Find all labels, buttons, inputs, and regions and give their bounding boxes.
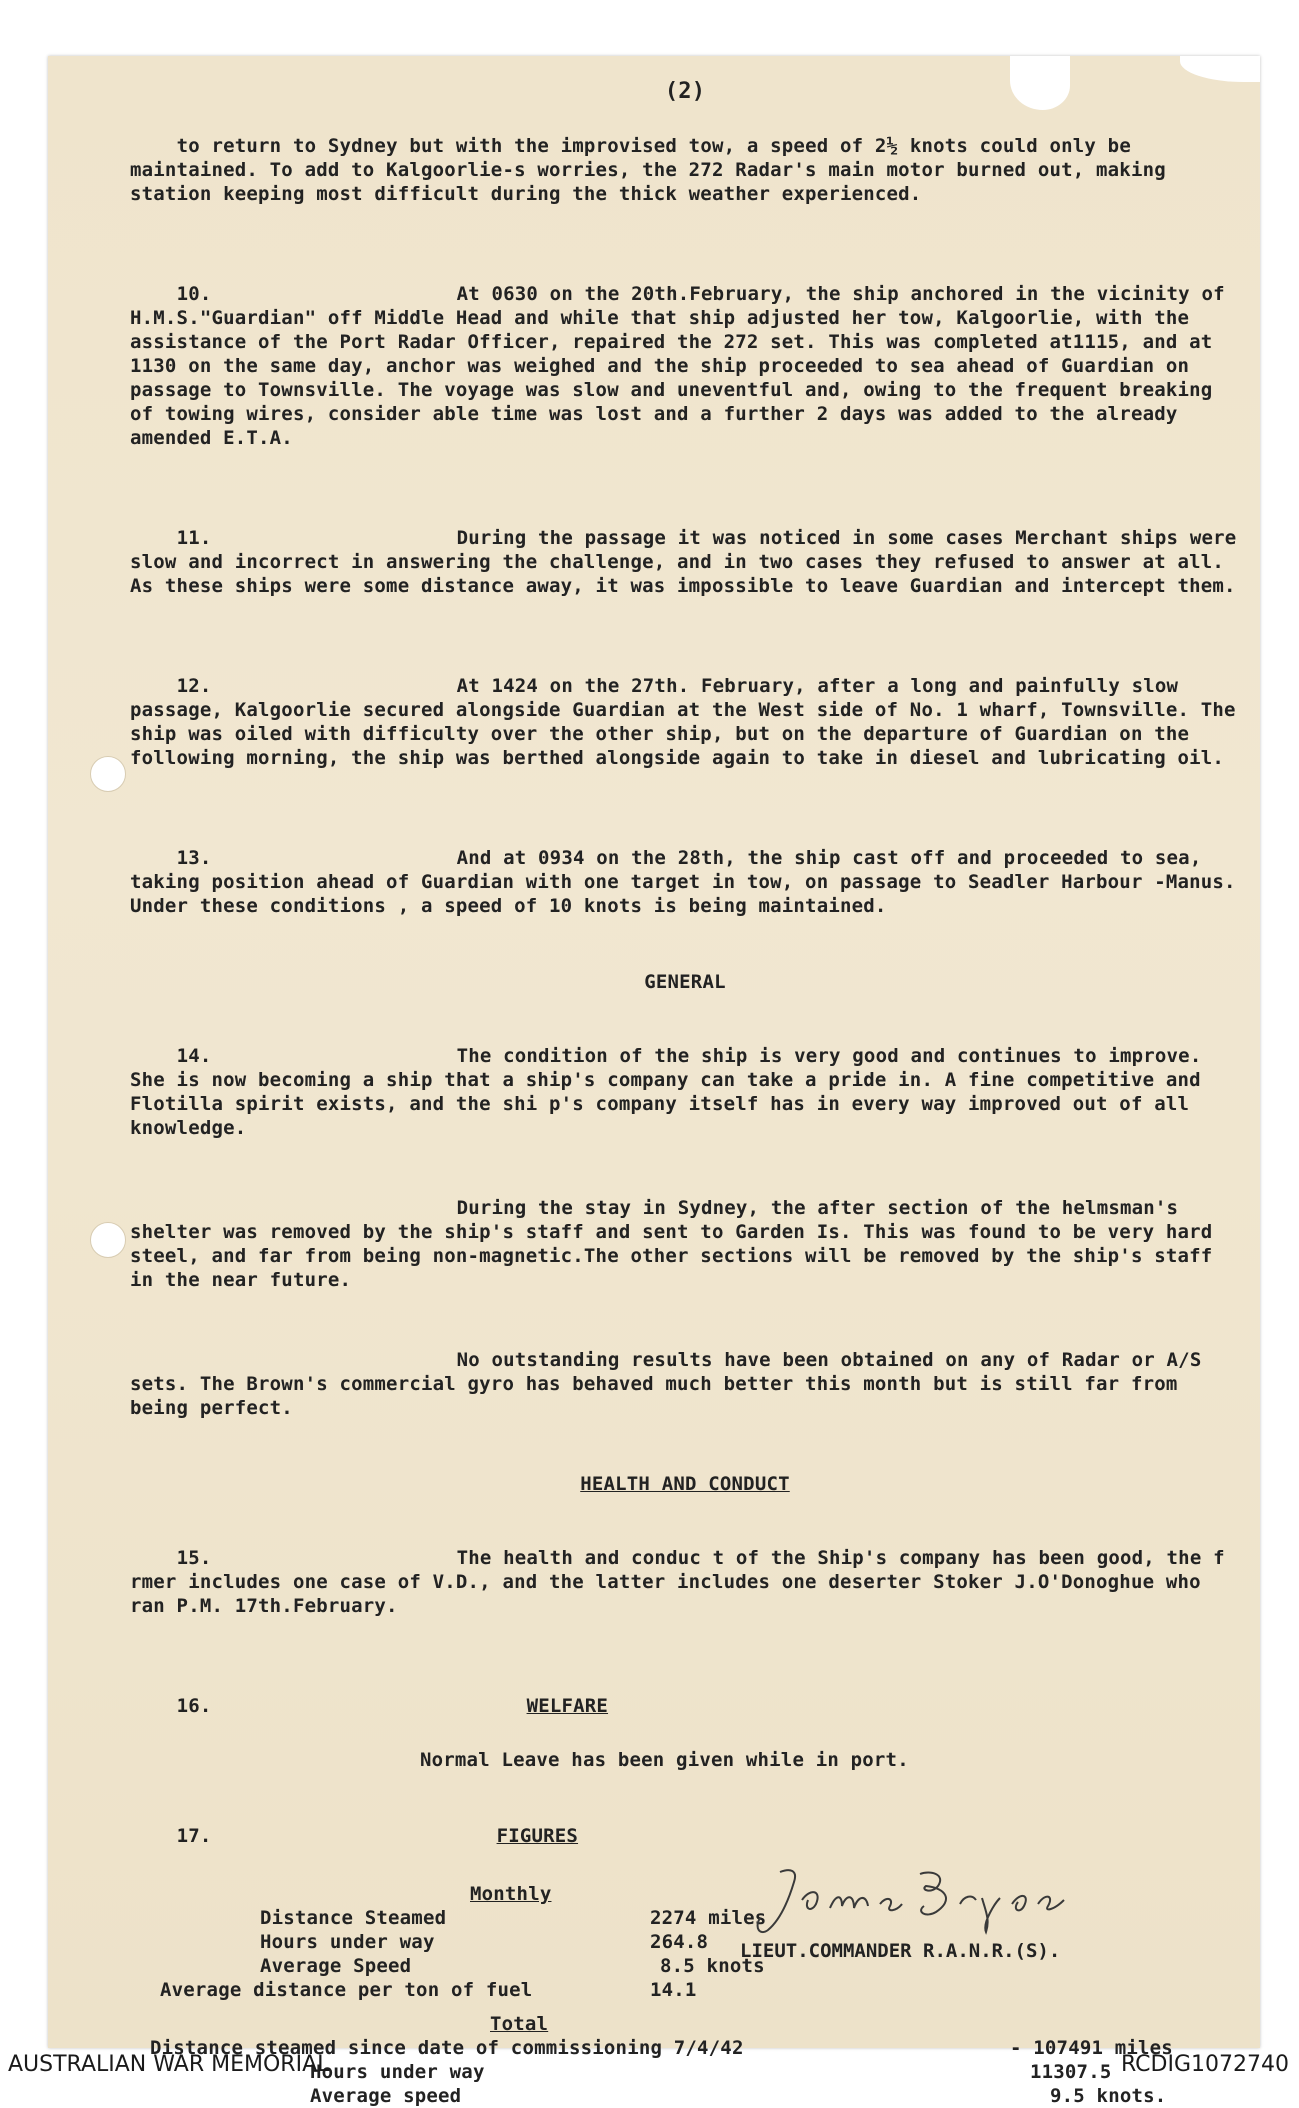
figure-label: Hours under way xyxy=(260,1931,435,1953)
paragraph-12 xyxy=(130,650,1248,794)
total-title: Total xyxy=(490,2013,549,2035)
paragraph-text: And at 0934 on the 28th, the ship cast off and proceeded to sea, taking position ahead of Guardian with one target in tow, on passage to Seadler Harbour -Manus. Under these conditions , a speed of 10 knots is being maintained. xyxy=(130,847,1248,917)
figure-label: Distance Steamed xyxy=(260,1907,447,1929)
signature-rank: LIEUT.COMMANDER R.A.N.R.(S). xyxy=(740,1940,1061,1962)
footer-bar xyxy=(0,2048,1299,2082)
handwritten-signature xyxy=(750,1860,1110,1940)
monthly-title: Monthly xyxy=(470,1883,552,1905)
welfare-text: Normal Leave has been given while in port. xyxy=(420,1749,909,1771)
figure-label: Average speed xyxy=(310,2085,462,2107)
figure-value: - 107491 miles xyxy=(1010,2037,1173,2059)
typed-letter-body xyxy=(130,79,1249,2108)
figure-label: Distance steamed since date of commissioning 7/4/42 xyxy=(150,2037,744,2059)
section-heading-figures: FIGURES xyxy=(496,1825,579,1847)
page-number: (2) xyxy=(664,79,706,104)
figure-value: 264.8 xyxy=(650,1931,709,1953)
paragraph-16 xyxy=(130,1670,1240,1742)
paragraph-text: During the stay in Sydney, the after section of the helmsman's shelter was removed by the ship's staff and sent to Garden Is. This was found to be very hard steel, and far from being non-magnetic.The other sections will be removed by the ship's staff in the near future. xyxy=(130,1197,1225,1291)
paragraph-text: At 0630 on the 20th.February, the ship anchored in the vicinity of H.M.S."Guardian" off Middle Head and while that ship adjusted her tow, Kalgoorlie, with the assistance of the Port Radar Officer, repaired the 272 set. This was completed at1115, and at 1130 on the same day, anchor was weighed and the ship proceeded to sea ahead of Guardian on passage to Townsville. The voyage was slow and uneventful and, owing to the frequent breaking of towing wires, consider able time was lost and a further 2 days was added to the already amended E.T.A. xyxy=(130,283,1237,449)
signature-block xyxy=(740,1860,1190,1980)
paragraph-number: 10. xyxy=(176,283,212,305)
punch-hole xyxy=(90,1222,126,1258)
figure-row xyxy=(130,1978,1240,2002)
paragraph-14 xyxy=(130,1020,1240,1164)
paragraph-13 xyxy=(130,822,1248,942)
paragraph-number: 17. xyxy=(176,1825,212,1847)
figure-label: Hours under way xyxy=(310,2061,485,2083)
paragraph-number: 12. xyxy=(176,675,212,697)
paragraph-text: At 1424 on the 27th. February, after a long and painfully slow passage, Kalgoorlie secured alongside Guardian at the West side of No. 1 wharf, Townsville. The ship was oiled with difficulty over the other ship, but on the departure of Guardian on the following morning, the ship was berthed alongside again to take in diesel and lubricating oil. xyxy=(130,675,1248,769)
paragraph-15 xyxy=(130,1522,1240,1642)
paragraph-number: 11. xyxy=(176,527,212,549)
paragraph-text: The condition of the ship is very good and continues to improve. She is now becoming a ship that a ship's company can take a pride in. A fine competitive and Flotilla spirit exists, and the shi p's company itself has in every way improved out of all knowledge. xyxy=(130,1045,1214,1139)
paragraph-continuation xyxy=(130,110,1240,230)
figure-label: Average distance per ton of fuel xyxy=(160,1979,533,2001)
paragraph-14-part2 xyxy=(130,1172,1240,1316)
figure-row xyxy=(130,2084,1240,2108)
paragraph-text: The health and conduc t of the Ship's company has been good, the f rmer includes one case of V.D., and the latter includes one deserter Stoker J.O'Donoghue who ran P.M. 17th.February. xyxy=(130,1547,1237,1617)
paragraph-text: During the passage it was noticed in some cases Merchant ships were slow and incorrect in answering the challenge, and in two cases they refused to answer at all. As these ships were some distance away, it was impossible to leave Guardian and intercept them. xyxy=(130,527,1249,597)
paragraph-text: to return to Sydney but with the improvised tow, a speed of 2½ knots could only be maintained. To add to Kalgoorlie-s worries, the 272 Radar's main motor burned out, making station keeping most difficult during the thick weather experienced. xyxy=(130,135,1178,205)
paragraph-number: 13. xyxy=(176,847,212,869)
footer-institution: AUSTRALIAN WAR MEMORIAL xyxy=(8,2052,330,2077)
figure-value: 2274 miles xyxy=(650,1907,767,1929)
paragraph-14-part3 xyxy=(130,1324,1240,1444)
figure-label: Average Speed xyxy=(260,1955,412,1977)
paragraph-11 xyxy=(130,502,1249,622)
figure-value: 9.5 knots. xyxy=(1050,2085,1167,2107)
section-heading-general: GENERAL xyxy=(644,971,726,993)
figure-value: 11307.5 xyxy=(1030,2061,1112,2083)
section-heading-health: HEALTH AND CONDUCT xyxy=(580,1473,790,1495)
punch-hole xyxy=(90,756,126,792)
paragraph-text: No outstanding results have been obtained on any of Radar or A/S sets. The Brown's commercial gyro has behaved much better this month but is still far from being perfect. xyxy=(130,1349,1214,1419)
figure-value: 8.5 knots xyxy=(660,1955,765,1977)
paragraph-number: 14. xyxy=(176,1045,212,1067)
paragraph-number: 15. xyxy=(176,1547,212,1569)
paragraph-number: 16. xyxy=(176,1695,212,1717)
figure-value: 14.1 xyxy=(650,1979,697,2001)
footer-record-id: RCDIG1072740 xyxy=(1120,2052,1289,2077)
paragraph-10 xyxy=(130,258,1240,474)
section-heading-welfare: WELFARE xyxy=(526,1695,609,1717)
